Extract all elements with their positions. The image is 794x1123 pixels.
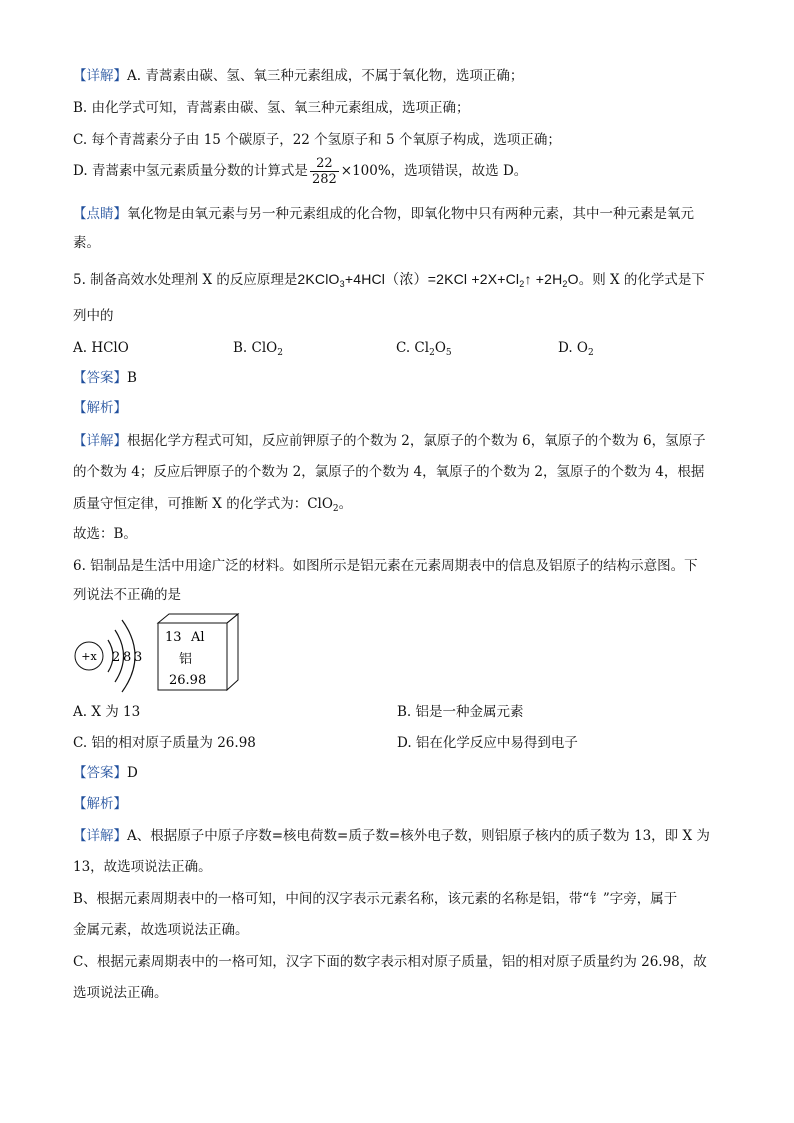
- box-side: [227, 614, 238, 690]
- shell-3-count: 3: [134, 650, 143, 665]
- q5-detail-line2: 的个数为 4；反应后钾原子的个数为 2，氯原子的个数为 4，氧原子的个数为 2，氢原子的个数为 4，根据: [73, 464, 705, 480]
- q5-option-a: A. HClO: [73, 340, 129, 356]
- element-name: 铝: [179, 652, 193, 667]
- q6-analysis-label: 【解析】: [73, 796, 127, 812]
- nucleus-charge: +x: [81, 650, 97, 663]
- q5-option-b: B. ClO$_2$: [233, 340, 283, 358]
- q4-detail-c: C. 每个青蒿素分子由 15 个碳原子，22 个氢原子和 5 个氧原子构成，选项正确；: [73, 132, 561, 148]
- q6-detail-c-line1: C、根据元素周期表中的一格可知，汉字下面的数字表示相对原子质量，铝的相对原子质量约为 26.98，故: [73, 954, 707, 970]
- q4-detail-a: 【详解】A. 青蒿素由碳、氢、氧三种元素组成，不属于氧化物，选项正确；: [73, 68, 524, 84]
- aluminum-figure: [70, 610, 250, 696]
- box-top: [158, 614, 238, 623]
- q6-stem-line1: 6. 铝制品是生活中用途广泛的材料。如图所示是铝元素在元素周期表中的信息及铝原子的结构示意图。下: [73, 558, 698, 574]
- q4-detail-b: B. 由化学式可知，青蒿素由碳、氢、氧三种元素组成，选项正确；: [73, 100, 470, 116]
- q5-answer: 【答案】B: [73, 370, 137, 386]
- detail-label: 【详解】: [73, 828, 127, 844]
- q5-option-c: C. $Cl_2O_5$: [396, 340, 452, 358]
- q5-option-d: D. $O_2$: [558, 340, 594, 358]
- q6-detail-c-line2: 选项说法正确。: [73, 985, 168, 1001]
- shell-1-count: 2: [112, 650, 121, 665]
- q4-tip-line2: 素。: [73, 235, 100, 251]
- detail-label: 【详解】: [73, 68, 127, 84]
- q6-detail-b-line2: 金属元素，故选项说法正确。: [73, 922, 249, 938]
- q5-detail-line1: 【详解】根据化学方程式可知，反应前钾原子的个数为 2，氯原子的个数为 6，氧原子的个数为 6，氢原子: [73, 433, 706, 449]
- q6-option-a: A. X 为 13: [73, 704, 141, 720]
- q5-conclusion: 故选：B。: [73, 526, 137, 542]
- detail-label: 【详解】: [73, 433, 127, 449]
- q6-option-b: B. 铝是一种金属元素: [397, 704, 524, 720]
- q5-stem-line1: 5. 制备高效水处理剂 X 的反应原理是2KClO$_3$+4HCl（浓）$=2KCl +2X+Cl_2↑ +2H_2O$。则 X 的化学式是下: [73, 271, 705, 289]
- q4-tip-line1: 【点睛】氧化物是由氧元素与另一种元素组成的化合物，即氧化物中只有两种元素，其中一种元素是氧元: [73, 206, 694, 222]
- q6-detail-a-line2: 13，故选项说法正确。: [73, 859, 212, 875]
- q6-answer: 【答案】D: [73, 765, 138, 781]
- chemical-equation: 2KClO$_3$+4HCl（浓）$=2KCl +2X+Cl_2↑ +2H_2O$: [297, 271, 579, 289]
- q6-stem-line2: 列说法不正确的是: [73, 587, 181, 603]
- atomic-number: 13: [165, 630, 182, 645]
- fraction: $\frac{22}{282}$: [311, 156, 337, 187]
- answer-label: 【答案】: [73, 765, 127, 781]
- answer-label: 【答案】: [73, 370, 127, 386]
- q6-detail-a-line1: 【详解】A、根据原子中原子序数=核电荷数=质子数=核外电子数，则铝原子核内的质子数为 13，即 X 为: [73, 828, 710, 844]
- q6-detail-b-line1: B、根据元素周期表中的一格可知，中间的汉字表示元素名称，该元素的名称是铝，带“钅”字旁，属于: [73, 891, 678, 907]
- q5-stem-line2: 列中的: [73, 308, 114, 324]
- shell-2-count: 8: [123, 650, 132, 665]
- q6-option-d: D. 铝在化学反应中易得到电子: [397, 735, 578, 751]
- q5-analysis-label: 【解析】: [73, 400, 127, 416]
- q6-option-c: C. 铝的相对原子质量为 26.98: [73, 735, 256, 751]
- atomic-mass: 26.98: [169, 673, 207, 688]
- q5-detail-line3: 质量守恒定律，可推断 X 的化学式为：ClO$_2$。: [73, 496, 353, 514]
- tip-label: 【点睛】: [73, 206, 127, 222]
- q4-detail-d: D. 青蒿素中氢元素质量分数的计算式是 $\frac{22}{282}$ ×100%，选项错误，故选 D。: [73, 156, 528, 187]
- element-symbol: Al: [191, 630, 205, 645]
